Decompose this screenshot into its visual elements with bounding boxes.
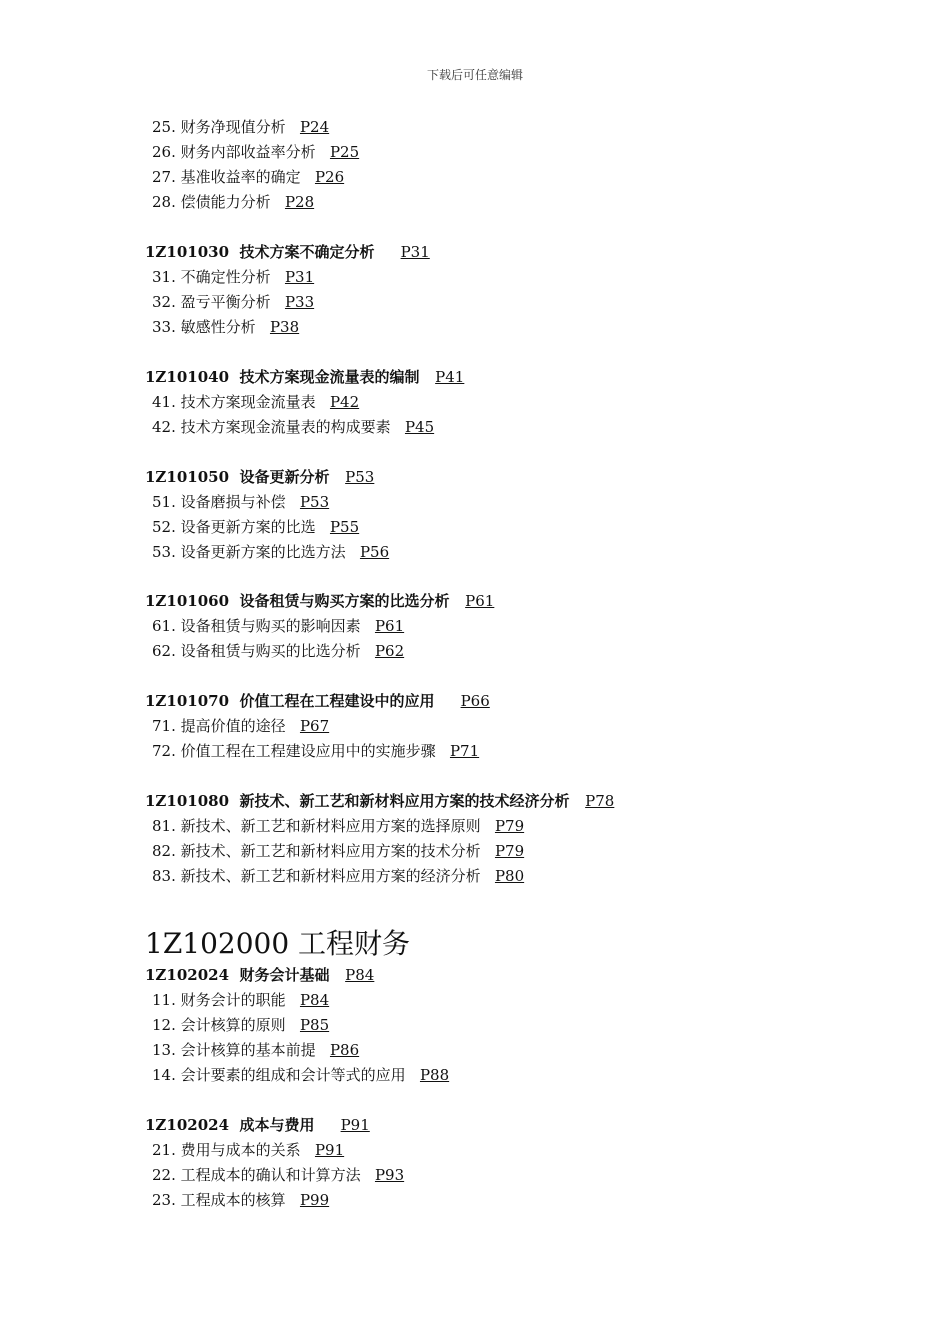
- toc-item: [145, 642, 404, 660]
- item-number: 25.: [152, 118, 181, 136]
- page-reference-link[interactable]: P88: [419, 1066, 450, 1084]
- spacer: [481, 842, 495, 860]
- page-reference-link[interactable]: P55: [329, 518, 360, 536]
- toc-item: [145, 293, 314, 311]
- toc-item: [145, 1166, 404, 1184]
- spacer: [286, 1191, 300, 1209]
- page-reference-link[interactable]: P53: [345, 468, 375, 486]
- page-reference-link[interactable]: P78: [585, 792, 615, 810]
- spacer: [329, 966, 345, 984]
- page-reference-link[interactable]: P24: [299, 118, 330, 136]
- spacer: [271, 293, 285, 311]
- item-number: 31.: [152, 268, 181, 286]
- toc-item: [145, 1016, 329, 1034]
- item-title: 新技术、新工艺和新材料应用方案的选择原则: [180, 817, 481, 835]
- toc-item: [145, 991, 329, 1009]
- page-reference-link[interactable]: P71: [449, 742, 480, 760]
- spacer: [301, 168, 315, 186]
- page-reference-link[interactable]: P26: [314, 168, 345, 186]
- toc-item: [145, 1141, 344, 1159]
- page-reference-link[interactable]: P53: [299, 493, 330, 511]
- spacer: [271, 193, 285, 211]
- toc-item: [145, 168, 344, 186]
- page-reference-link[interactable]: P85: [299, 1016, 330, 1034]
- toc-item: [145, 318, 299, 336]
- toc-item: [145, 842, 524, 860]
- item-number: 28.: [152, 193, 181, 211]
- spacer: [286, 991, 300, 1009]
- spacer: [436, 742, 450, 760]
- item-title: 设备更新方案的比选: [180, 518, 316, 536]
- section-title: 设备租赁与购买方案的比选分析: [239, 592, 450, 610]
- item-title: 盈亏平衡分析: [180, 293, 271, 311]
- page-header: 下载后可任意编辑: [426, 68, 523, 82]
- spacer: [419, 368, 435, 386]
- item-title: 新技术、新工艺和新材料应用方案的经济分析: [180, 867, 481, 885]
- item-number: 51.: [152, 493, 181, 511]
- spacer: [286, 118, 300, 136]
- spacer: [481, 817, 495, 835]
- item-number: 23.: [152, 1191, 181, 1209]
- item-title: 会计要素的组成和会计等式的应用: [180, 1066, 406, 1084]
- spacer: [286, 493, 300, 511]
- page-reference-link[interactable]: P79: [494, 817, 525, 835]
- item-title: 不确定性分析: [180, 268, 271, 286]
- spacer: [314, 1116, 340, 1134]
- item-title: 工程成本的核算: [180, 1191, 286, 1209]
- toc-item: [145, 418, 434, 436]
- spacer: [569, 792, 585, 810]
- page-reference-link[interactable]: P91: [340, 1116, 370, 1134]
- page-reference-link[interactable]: P84: [345, 966, 375, 984]
- page-reference-link[interactable]: P31: [284, 268, 315, 286]
- toc-item: [145, 118, 329, 136]
- item-number: 62.: [152, 642, 181, 660]
- item-number: 72.: [152, 742, 181, 760]
- section-title: 价值工程在工程建设中的应用: [239, 692, 435, 710]
- toc-item: [145, 1066, 449, 1084]
- spacer: [316, 1041, 330, 1059]
- toc-item: [145, 717, 329, 735]
- item-title: 敏感性分析: [180, 318, 256, 336]
- section-code: 1Z101030: [145, 243, 240, 261]
- page-reference-link[interactable]: P99: [299, 1191, 330, 1209]
- item-number: 14.: [152, 1066, 181, 1084]
- spacer: [361, 642, 375, 660]
- item-number: 26.: [152, 143, 181, 161]
- page-reference-link[interactable]: P67: [299, 717, 330, 735]
- toc-section-heading: [145, 468, 374, 486]
- item-number: 32.: [152, 293, 181, 311]
- section-code: 1Z102024: [145, 966, 240, 984]
- toc-section-heading: [145, 792, 614, 810]
- section-code: 1Z101040: [145, 368, 240, 386]
- item-title: 基准收益率的确定: [180, 168, 301, 186]
- item-number: 41.: [152, 393, 181, 411]
- section-code: 1Z101060: [145, 592, 240, 610]
- spacer: [374, 243, 400, 261]
- page-reference-link[interactable]: P33: [284, 293, 315, 311]
- page-reference-link[interactable]: P84: [299, 991, 330, 1009]
- item-title: 工程成本的确认和计算方法: [180, 1166, 361, 1184]
- spacer: [481, 867, 495, 885]
- item-number: 71.: [152, 717, 181, 735]
- toc-section-heading: [145, 692, 490, 710]
- item-title: 设备磨损与补偿: [180, 493, 286, 511]
- item-title: 会计核算的基本前提: [180, 1041, 316, 1059]
- item-title: 设备租赁与购买的比选分析: [180, 642, 361, 660]
- item-title: 费用与成本的关系: [180, 1141, 301, 1159]
- spacer: [271, 268, 285, 286]
- page-reference-link[interactable]: P80: [494, 867, 525, 885]
- item-number: 21.: [152, 1141, 181, 1159]
- toc-section-heading: [145, 1116, 370, 1134]
- item-number: 33.: [152, 318, 181, 336]
- spacer: [391, 418, 405, 436]
- spacer: [346, 543, 360, 561]
- item-title: 财务内部收益率分析: [180, 143, 316, 161]
- item-title: 技术方案现金流量表: [180, 393, 316, 411]
- item-number: 82.: [152, 842, 181, 860]
- toc-section-heading: [145, 966, 374, 984]
- item-title: 设备租赁与购买的影响因素: [180, 617, 361, 635]
- item-title: 价值工程在工程建设应用中的实施步骤: [180, 742, 436, 760]
- section-title: 新技术、新工艺和新材料应用方案的技术经济分析: [239, 792, 570, 810]
- item-number: 11.: [152, 991, 181, 1009]
- page-reference-link[interactable]: P31: [400, 243, 430, 261]
- page-reference-link[interactable]: P56: [359, 543, 390, 561]
- page-reference-link[interactable]: P28: [284, 193, 315, 211]
- spacer: [449, 592, 465, 610]
- toc-item: [145, 617, 404, 635]
- item-number: 27.: [152, 168, 181, 186]
- toc-item: [145, 867, 524, 885]
- toc-item: [145, 268, 314, 286]
- page-reference-link[interactable]: P62: [374, 642, 405, 660]
- spacer: [316, 143, 330, 161]
- section-code: 1Z101050: [145, 468, 240, 486]
- section-title: 设备更新分析: [239, 468, 330, 486]
- toc-item: [145, 518, 359, 536]
- page-reference-link[interactable]: P66: [460, 692, 490, 710]
- toc-item: [145, 143, 359, 161]
- item-number: 83.: [152, 867, 181, 885]
- section-title: 财务会计基础: [239, 966, 330, 984]
- toc-item: [145, 543, 389, 561]
- item-title: 提高价值的途径: [180, 717, 286, 735]
- spacer: [329, 468, 345, 486]
- page-reference-link[interactable]: P42: [329, 393, 360, 411]
- item-title: 偿债能力分析: [180, 193, 271, 211]
- chapter-title: 1Z102000 工程财务: [145, 927, 411, 960]
- page-reference-link[interactable]: P45: [404, 418, 435, 436]
- section-code: 1Z102024: [145, 1116, 240, 1134]
- toc-item: [145, 193, 314, 211]
- page-reference-link[interactable]: P41: [435, 368, 465, 386]
- section-code: 1Z101070: [145, 692, 240, 710]
- spacer: [406, 1066, 420, 1084]
- item-number: 13.: [152, 1041, 181, 1059]
- item-number: 53.: [152, 543, 181, 561]
- item-number: 42.: [152, 418, 181, 436]
- spacer: [316, 393, 330, 411]
- section-title: 技术方案不确定分析: [239, 243, 375, 261]
- page-reference-link[interactable]: P93: [374, 1166, 405, 1184]
- page-reference-link[interactable]: P61: [374, 617, 405, 635]
- page-reference-link[interactable]: P79: [494, 842, 525, 860]
- section-title: 技术方案现金流量表的编制: [239, 368, 420, 386]
- item-title: 财务会计的职能: [180, 991, 286, 1009]
- toc-item: [145, 493, 329, 511]
- toc-item: [145, 393, 359, 411]
- item-title: 会计核算的原则: [180, 1016, 286, 1034]
- spacer: [256, 318, 270, 336]
- toc-section-heading: [145, 592, 494, 610]
- section-code: 1Z101080: [145, 792, 240, 810]
- spacer: [434, 692, 460, 710]
- toc-item: [145, 1191, 329, 1209]
- page-reference-link[interactable]: P25: [329, 143, 360, 161]
- toc-section-heading: [145, 368, 464, 386]
- item-number: 12.: [152, 1016, 181, 1034]
- item-number: 61.: [152, 617, 181, 635]
- spacer: [316, 518, 330, 536]
- page-reference-link[interactable]: P86: [329, 1041, 360, 1059]
- item-title: 新技术、新工艺和新材料应用方案的技术分析: [180, 842, 481, 860]
- item-number: 81.: [152, 817, 181, 835]
- spacer: [286, 717, 300, 735]
- toc-item: [145, 742, 479, 760]
- section-title: 成本与费用: [239, 1116, 315, 1134]
- item-title: 财务净现值分析: [180, 118, 286, 136]
- item-title: 设备更新方案的比选方法: [180, 543, 346, 561]
- spacer: [361, 1166, 375, 1184]
- item-number: 52.: [152, 518, 181, 536]
- toc-item: [145, 817, 524, 835]
- spacer: [301, 1141, 315, 1159]
- page-reference-link[interactable]: P38: [269, 318, 300, 336]
- item-title: 技术方案现金流量表的构成要素: [180, 418, 391, 436]
- spacer: [361, 617, 375, 635]
- item-number: 22.: [152, 1166, 181, 1184]
- spacer: [286, 1016, 300, 1034]
- page-reference-link[interactable]: P91: [314, 1141, 345, 1159]
- page-reference-link[interactable]: P61: [465, 592, 495, 610]
- toc-item: [145, 1041, 359, 1059]
- toc-section-heading: [145, 243, 430, 261]
